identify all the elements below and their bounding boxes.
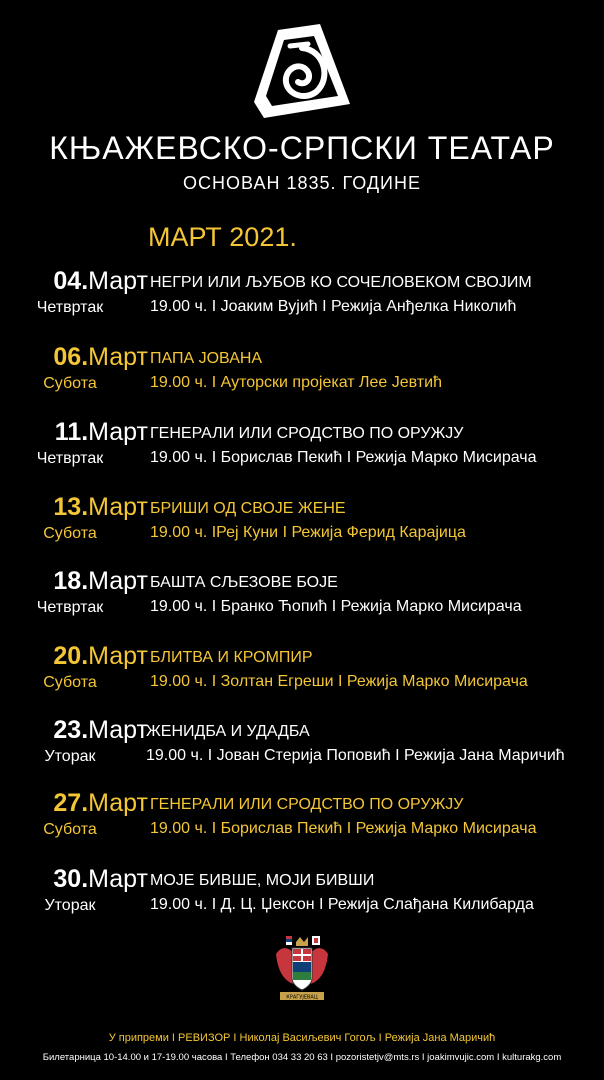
event-title: БЛИТВА И КРОМПИР: [150, 649, 313, 666]
event-month: Март: [88, 267, 148, 295]
event-day: 11.: [54, 418, 89, 446]
event-day: 13.: [53, 493, 89, 521]
event-row: [0, 789, 604, 854]
event-date: [0, 789, 148, 818]
event-date: [0, 343, 148, 372]
event-title: МОЈЕ БИВШЕ, МОЈИ БИВШИ: [150, 872, 375, 889]
event-details: 19.00 ч. I Јован Стерија Поповић I Режија Јана Маричић: [146, 747, 565, 764]
event-date: [0, 865, 148, 894]
event-details: 19.00 ч. I Золтан Егреши I Режија Марко Мисирача: [150, 673, 528, 690]
event-date: [0, 267, 148, 296]
event-row: [0, 716, 604, 781]
event-date: [0, 642, 148, 671]
event-weekday: Уторак: [44, 748, 96, 765]
event-title: БРИШИ ОД СВОЈЕ ЖЕНЕ: [150, 500, 346, 517]
event-day: 23.: [53, 716, 89, 744]
event-month: Март: [88, 716, 148, 744]
event-title: ЖЕНИДБА И УДАДБА: [146, 723, 310, 740]
event-month: Март: [88, 865, 148, 893]
event-details: 19.00 ч. I Борислав Пекић I Режија Марко Мисирача: [150, 820, 537, 837]
event-weekday: Четвртак: [36, 450, 104, 467]
event-row: [0, 343, 604, 408]
event-row: [0, 567, 604, 632]
event-weekday: Четвртак: [36, 299, 104, 316]
event-details: 19.00 ч. I Борислав Пекић I Режија Марко Мисирача: [150, 449, 537, 466]
event-title: ГЕНЕРАЛИ ИЛИ СРОДСТВО ПО ОРУЖЈУ: [150, 425, 464, 442]
event-weekday: Субота: [43, 674, 97, 691]
event-title: НЕГРИ ИЛИ ЉУБОВ КО СОЧЕЛОВЕКОМ СВОЈИМ: [150, 274, 532, 291]
event-row: [0, 418, 604, 483]
theatre-name: КЊАЖЕВСКО-СРПСКИ ТЕАТАР: [49, 130, 555, 166]
crest-banner-text: КРАГУЈЕВАЦ: [286, 994, 318, 1001]
event-title: БАШТА СЉЕЗОВЕ БОЈЕ: [150, 574, 338, 591]
event-details: 19.00 ч. I Јоаким Вујић I Режија Анђелка Николић: [150, 298, 517, 315]
event-details: 19.00 ч. I Бранко Ћопић I Режија Марко Мисирача: [150, 598, 522, 615]
event-weekday: Субота: [43, 525, 97, 542]
event-date: [0, 716, 148, 745]
event-weekday: Субота: [43, 375, 97, 392]
event-month: Март: [88, 789, 148, 817]
event-day: 06.: [53, 343, 89, 371]
in-preparation-note: У припреми I РЕВИЗОР I Николај Васиљевич Гогољ I Режија Јана Маричић: [108, 1032, 496, 1044]
event-weekday: Субота: [43, 821, 97, 838]
spiral-logo-icon: [250, 22, 354, 122]
founded-subtitle: ОСНОВАН 1835. ГОДИНЕ: [183, 173, 421, 193]
event-month: Март: [88, 567, 148, 595]
event-day: 27.: [53, 789, 89, 817]
event-date: [0, 418, 148, 447]
event-title: ПАПА ЈОВАНА: [150, 350, 263, 367]
event-weekday: Уторак: [44, 897, 96, 914]
event-weekday: Четвртак: [36, 599, 104, 616]
event-date: [0, 493, 148, 522]
event-day: 20.: [53, 642, 89, 670]
contact-info: Билетарница 10-14.00 и 17-19.00 часова I Телефон 034 33 20 63 I pozoristetjv@mts.rs I joakimvujic.com I kulturakg.com: [42, 1052, 562, 1063]
month-heading: МАРТ 2021.: [148, 222, 297, 252]
event-date: [0, 567, 148, 596]
event-row: [0, 865, 604, 930]
event-details: 19.00 ч. I Ауторски пројекат Лее Јевтић: [150, 374, 442, 391]
event-month: Март: [88, 418, 148, 446]
event-title: ГЕНЕРАЛИ ИЛИ СРОДСТВО ПО ОРУЖЈУ: [150, 796, 464, 813]
event-month: Март: [88, 493, 148, 521]
event-row: [0, 267, 604, 332]
event-day: 18.: [53, 567, 89, 595]
event-details: 19.00 ч. IРеј Куни I Режија Ферид Карајица: [150, 524, 466, 541]
event-day: 30.: [53, 865, 89, 893]
event-month: Март: [88, 343, 148, 371]
event-month: Март: [88, 642, 148, 670]
event-row: [0, 642, 604, 707]
event-details: 19.00 ч. I Д. Ц. Џексон I Режија Слађана Килибарда: [150, 896, 534, 913]
event-day: 04.: [53, 267, 89, 295]
city-coat-of-arms-icon: [268, 934, 336, 1004]
event-row: [0, 493, 604, 558]
